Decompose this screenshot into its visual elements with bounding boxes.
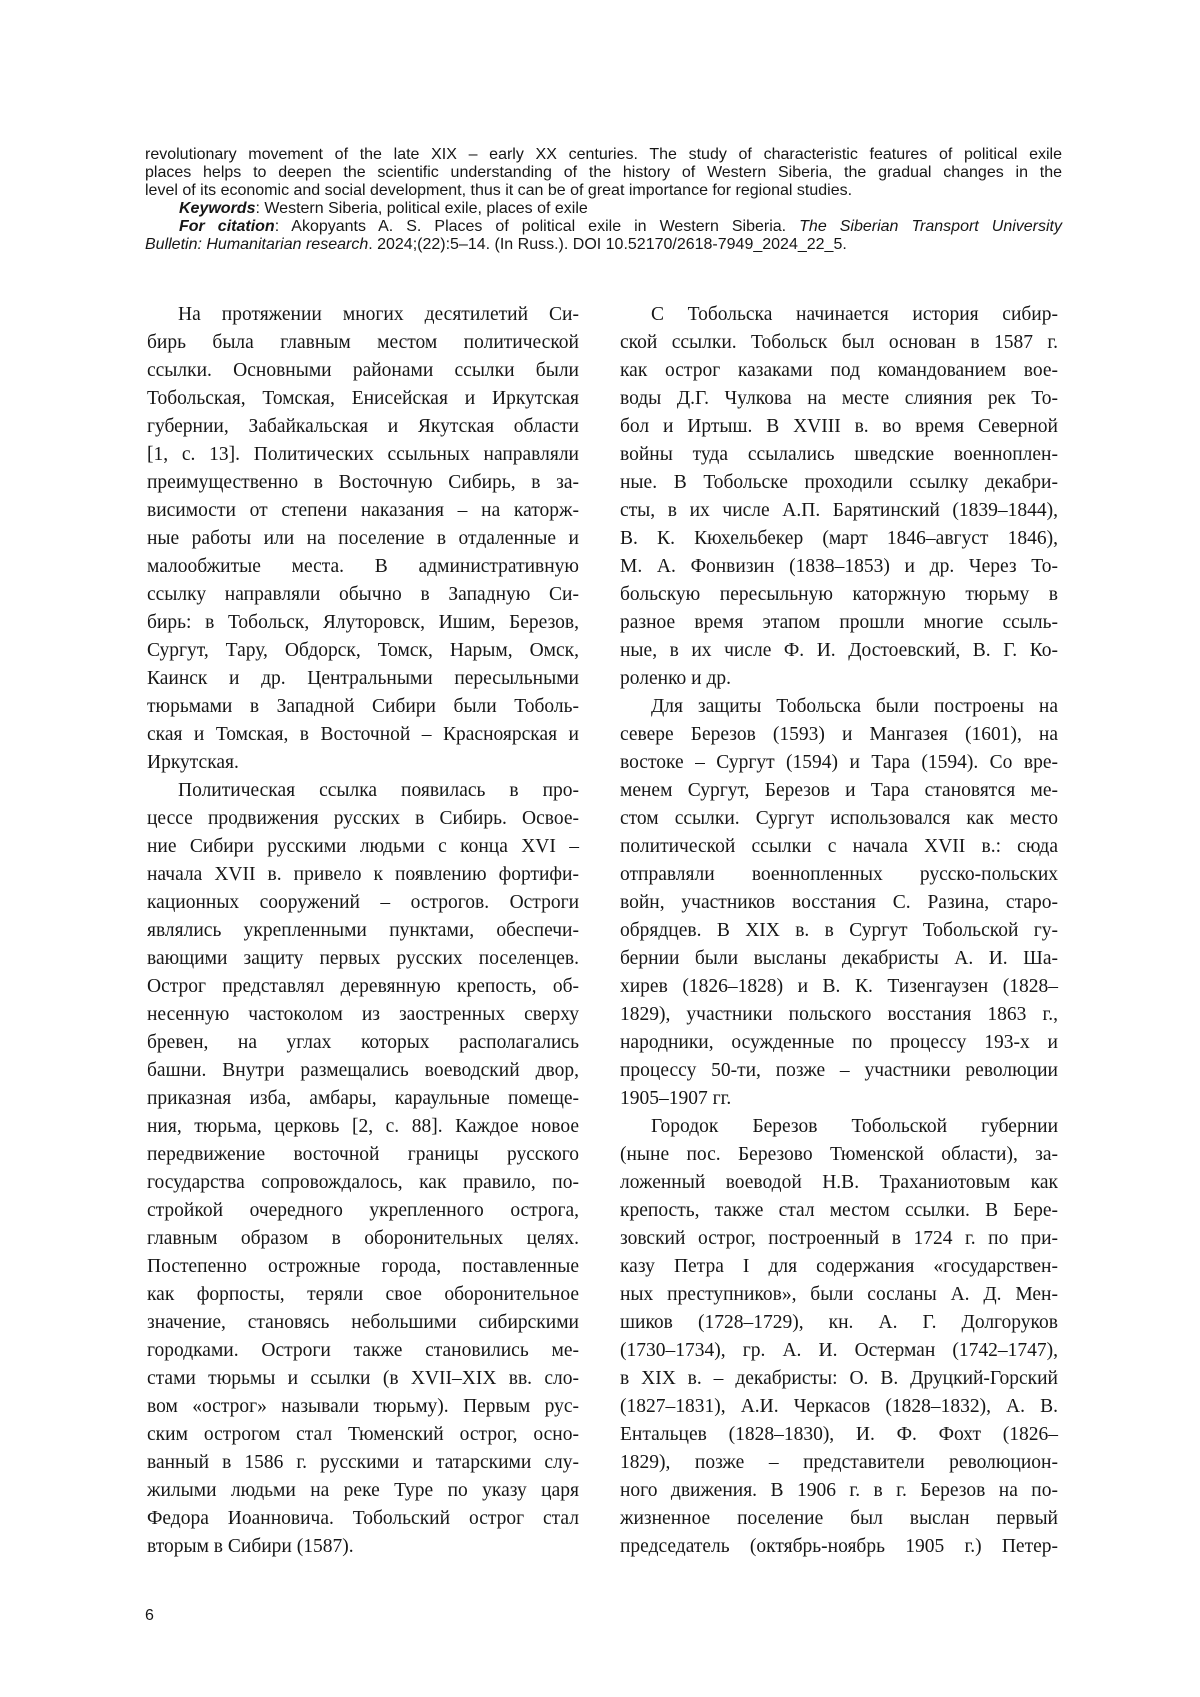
paragraph-line: стройкой очередного укрепленного острога, xyxy=(147,1197,579,1225)
paragraph-line: значение, становясь небольшими сибирскими xyxy=(147,1309,579,1337)
paragraph-line: Городок Березов Тобольской губернии xyxy=(651,1113,1058,1141)
citation-line xyxy=(179,218,1062,236)
paragraph-line: ные. В Тобольске проходили ссылку декабри- xyxy=(620,469,1058,497)
paragraph-line: народники, осужденные по процессу 193-х и xyxy=(620,1029,1058,1057)
paragraph-line: Ентальцев (1828–1830), И. Ф. Фохт (1826– xyxy=(620,1421,1058,1449)
paragraph-line: роленко и др. xyxy=(620,665,1058,693)
paragraph-line: [1, с. 13]. Политических ссыльных направляли xyxy=(147,441,579,469)
citation-text: : Akopyants A. S. Places of political exile in Western Siberia. xyxy=(275,218,799,235)
paragraph-line: менем Сургут, Березов и Тара становятся ме- xyxy=(620,777,1058,805)
page-number: 6 xyxy=(145,1607,154,1625)
abstract-line: revolutionary movement of the late XIX – early XX centuries. The study of characteristic features of political exile xyxy=(145,146,1062,164)
paragraph-line: бол и Иртыш. В XVIII в. во время Северной xyxy=(620,413,1058,441)
abstract-line: level of its economic and social development, thus it can be of great importance for regional studies. xyxy=(145,182,1062,200)
paragraph-line: 1905–1907 гг. xyxy=(620,1085,1058,1113)
paragraph-line: бернии были высланы декабристы А. И. Ша- xyxy=(620,945,1058,973)
paragraph-line: 1829), участники польского восстания 1863 г., xyxy=(620,1001,1058,1029)
citation-journal: The Siberian Transport University xyxy=(799,218,1062,235)
paragraph-line: несенную частоколом из заостренных сверху xyxy=(147,1001,579,1029)
paragraph-line: преимущественно в Восточную Сибирь, в за- xyxy=(147,469,579,497)
paragraph-line: ванный в 1586 г. русскими и татарскими слу- xyxy=(147,1449,579,1477)
paragraph-line: государства сопровождалось, как правило, по- xyxy=(147,1169,579,1197)
paragraph-line: ская и Томская, в Восточной – Красноярская и xyxy=(147,721,579,749)
paragraph-line: С Тобольска начинается история сибир- xyxy=(651,301,1058,329)
paragraph-line: тюрьмами в Западной Сибири были Тоболь- xyxy=(147,693,579,721)
paragraph-line: цессе продвижения русских в Сибирь. Освое- xyxy=(147,805,579,833)
keywords-text: : Western Siberia, political exile, places of exile xyxy=(255,200,587,217)
paragraph-line: ния, тюрьма, церковь [2, с. 88]. Каждое новое xyxy=(147,1113,579,1141)
paragraph-line: шиков (1728–1729), кн. А. Г. Долгоруков xyxy=(620,1309,1058,1337)
paragraph-line: больскую пересыльную каторжную тюрьму в xyxy=(620,581,1058,609)
citation-line xyxy=(145,236,1062,254)
paragraph-line: зовский острог, построенный в 1724 г. по при- xyxy=(620,1225,1058,1253)
paragraph-line: как форпосты, теряли свое оборонительное xyxy=(147,1281,579,1309)
paragraph-line: (ныне пос. Березово Тюменской области), за- xyxy=(620,1141,1058,1169)
citation-label: For citation xyxy=(179,218,275,235)
paragraph-line: стом ссылки. Сургут использовался как место xyxy=(620,805,1058,833)
paragraph-line: ние Сибири русскими людьми с конца XVI – xyxy=(147,833,579,861)
paragraph-line: висимости от степени наказания – на каторж- xyxy=(147,497,579,525)
citation-text: . 2024;(22):5–14. (In Russ.). DOI 10.52170/2618-7949_2024_22_5. xyxy=(368,236,847,253)
paragraph-line: малообжитые места. В административную xyxy=(147,553,579,581)
paragraph-line: хирев (1826–1828) и В. К. Тизенгаузен (1828– xyxy=(620,973,1058,1001)
paragraph-line: Постепенно острожные города, поставленные xyxy=(147,1253,579,1281)
paragraph-line: приказная изба, амбары, караульные помеще- xyxy=(147,1085,579,1113)
paragraph-line: крепость, также стал местом ссылки. В Бере- xyxy=(620,1197,1058,1225)
paragraph-line: отправляли военнопленных русско-польских xyxy=(620,861,1058,889)
paragraph-line: башни. Внутри размещались воеводский двор, xyxy=(147,1057,579,1085)
keywords-line xyxy=(179,200,1062,218)
paragraph-line: Каинск и др. Центральными пересыльными xyxy=(147,665,579,693)
paragraph-line: процессу 50-ти, позже – участники революции xyxy=(620,1057,1058,1085)
paragraph-line: М. А. Фонвизин (1838–1853) и др. Через То- xyxy=(620,553,1058,581)
paragraph-line: (1730–1734), гр. А. И. Остерман (1742–1747), xyxy=(620,1337,1058,1365)
paragraph-line: главным образом в оборонительных целях. xyxy=(147,1225,579,1253)
paragraph-line: ской ссылки. Тобольск был основан в 1587 г. xyxy=(620,329,1058,357)
paragraph-line: председатель (октябрь-ноябрь 1905 г.) Петер- xyxy=(620,1533,1058,1561)
paragraph-line: Федора Иоанновича. Тобольский острог стал xyxy=(147,1505,579,1533)
paragraph-line: начала XVII в. привело к появлению фортифи- xyxy=(147,861,579,889)
paragraph-line: ные, в их числе Ф. И. Достоевский, В. Г. Ко- xyxy=(620,637,1058,665)
paragraph-line: стами тюрьмы и ссылки (в XVII–XIX вв. сло- xyxy=(147,1365,579,1393)
paragraph-line: как острог казаками под командованием вое- xyxy=(620,357,1058,385)
paragraph-line: (1827–1831), А.И. Черкасов (1828–1832), А. В. xyxy=(620,1393,1058,1421)
paragraph-line: бирь: в Тобольск, Ялуторовск, Ишим, Березов, xyxy=(147,609,579,637)
abstract-line: places helps to deepen the scientific understanding of the history of Western Siberia, the gradual changes in the xyxy=(145,164,1062,182)
keywords-label: Keywords xyxy=(179,200,255,217)
paragraph-line: В. К. Кюхельбекер (март 1846–август 1846), xyxy=(620,525,1058,553)
paragraph-line: войн, участников восстания С. Разина, старо- xyxy=(620,889,1058,917)
paragraph-line: в XIX в. – декабристы: О. В. Друцкий-Горский xyxy=(620,1365,1058,1393)
paragraph-line: Тобольская, Томская, Енисейская и Иркутская xyxy=(147,385,579,413)
paragraph-line: востоке – Сургут (1594) и Тара (1594). Со вре- xyxy=(620,749,1058,777)
paragraph-line: ским острогом стал Тюменский острог, осно- xyxy=(147,1421,579,1449)
paragraph-line: Для защиты Тобольска были построены на xyxy=(651,693,1058,721)
paragraph-line: сты, в их числе А.П. Барятинский (1839–1844), xyxy=(620,497,1058,525)
paragraph-line: казу Петра I для содержания «государствен- xyxy=(620,1253,1058,1281)
paragraph-line: бирь была главным местом политической xyxy=(147,329,579,357)
paragraph-line: ссылку направляли обычно в Западную Си- xyxy=(147,581,579,609)
paragraph-line: Политическая ссылка появилась в про- xyxy=(178,777,579,805)
paragraph-line: вторым в Сибири (1587). xyxy=(147,1533,579,1561)
paragraph-line: бревен, на углах которых располагались xyxy=(147,1029,579,1057)
paragraph-line: Сургут, Тару, Обдорск, Томск, Нарым, Омск, xyxy=(147,637,579,665)
paragraph-line: являлись укрепленными пунктами, обеспечи- xyxy=(147,917,579,945)
paragraph-line: ных преступников», были сосланы А. Д. Мен- xyxy=(620,1281,1058,1309)
paragraph-line: вом «острог» называли тюрьму). Первым рус- xyxy=(147,1393,579,1421)
paragraph-line: Иркутская. xyxy=(147,749,579,777)
paragraph-line: войны туда ссылались шведские военноплен- xyxy=(620,441,1058,469)
paragraph-line: 1829), позже – представители революцион- xyxy=(620,1449,1058,1477)
paragraph-line: губернии, Забайкальская и Якутская области xyxy=(147,413,579,441)
paragraph-line: жизненное поселение был выслан первый xyxy=(620,1505,1058,1533)
paragraph-line: кационных сооружений – острогов. Остроги xyxy=(147,889,579,917)
paragraph-line: передвижение восточной границы русского xyxy=(147,1141,579,1169)
paragraph-line: На протяжении многих десятилетий Си- xyxy=(178,301,579,329)
paragraph-line: вающими защиту первых русских поселенцев. xyxy=(147,945,579,973)
paragraph-line: Острог представлял деревянную крепость, об- xyxy=(147,973,579,1001)
paragraph-line: ные работы или на поселение в отдаленные и xyxy=(147,525,579,553)
paragraph-line: жилыми людьми на реке Туре по указу царя xyxy=(147,1477,579,1505)
paragraph-line: севере Березов (1593) и Мангазея (1601), на xyxy=(620,721,1058,749)
paragraph-line: обрядцев. В XIX в. в Сургут Тобольской гу- xyxy=(620,917,1058,945)
paragraph-line: ного движения. В 1906 г. в г. Березов на по- xyxy=(620,1477,1058,1505)
paragraph-line: ссылки. Основными районами ссылки были xyxy=(147,357,579,385)
paragraph-line: политической ссылки с начала XVII в.: сюда xyxy=(620,833,1058,861)
paragraph-line: городками. Остроги также становились ме- xyxy=(147,1337,579,1365)
paragraph-line: ложенный воеводой Н.В. Траханиотовым как xyxy=(620,1169,1058,1197)
paragraph-line: воды Д.Г. Чулкова на месте слияния рек То- xyxy=(620,385,1058,413)
citation-journal: Bulletin: Humanitarian research xyxy=(145,236,368,253)
paragraph-line: разное время этапом прошли многие ссыль- xyxy=(620,609,1058,637)
